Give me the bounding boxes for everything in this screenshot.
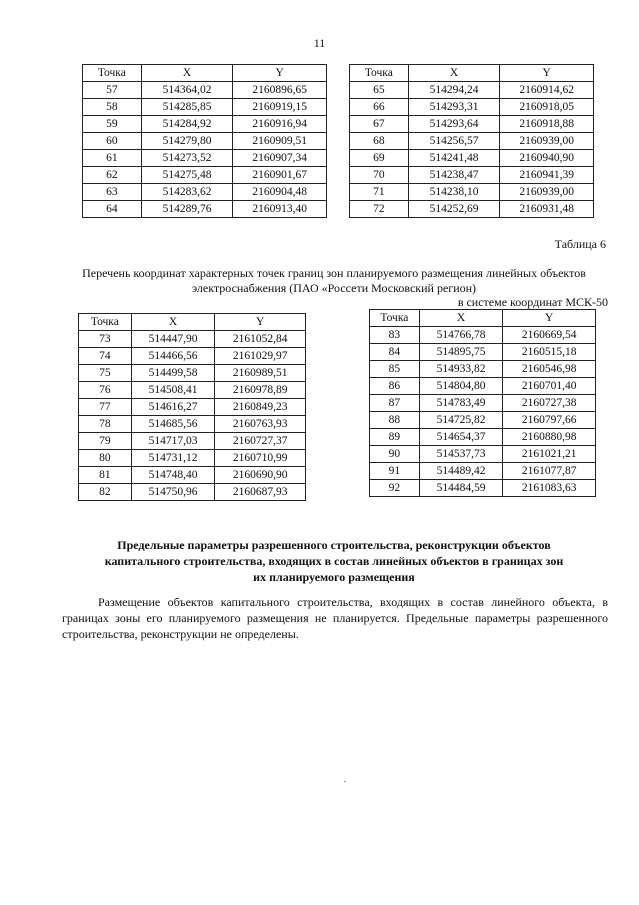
table-row — [370, 480, 596, 497]
table-row — [370, 429, 596, 446]
header-x: X — [131, 314, 215, 331]
table-row — [370, 344, 596, 361]
table-row — [83, 167, 327, 184]
table-row — [79, 331, 306, 348]
body-paragraph: Размещение объектов капитального строительства, входящих в состав линейного объекта, в границах зоны его планируемого размещения не планируется. Предельные параметры разрешенного строительства, реконструкции не определены. — [62, 595, 608, 641]
point-cell: 77 — [79, 399, 132, 416]
x-cell: 514766,78 — [419, 327, 503, 344]
point-cell: 67 — [350, 116, 409, 133]
y-cell: 2160901,67 — [233, 167, 327, 184]
header-y: Y — [503, 310, 596, 327]
y-cell: 2160913,40 — [233, 201, 327, 218]
x-cell: 514283,62 — [141, 184, 233, 201]
table-row — [83, 184, 327, 201]
header-x: X — [408, 65, 500, 82]
y-cell: 2161077,87 — [503, 463, 596, 480]
y-cell: 2160849,23 — [215, 399, 306, 416]
point-cell: 84 — [370, 344, 420, 361]
scan-speck — [344, 781, 346, 782]
table-row — [83, 201, 327, 218]
table-row — [350, 167, 594, 184]
point-cell: 88 — [370, 412, 420, 429]
y-cell: 2161021,21 — [503, 446, 596, 463]
x-cell: 514273,52 — [141, 150, 233, 167]
table-row — [79, 399, 306, 416]
point-cell: 80 — [79, 450, 132, 467]
point-cell: 68 — [350, 133, 409, 150]
y-cell: 2160919,15 — [233, 99, 327, 116]
y-cell: 2160909,51 — [233, 133, 327, 150]
table-row — [350, 150, 594, 167]
y-cell: 2160896,65 — [233, 82, 327, 99]
x-cell: 514289,76 — [141, 201, 233, 218]
table-row — [370, 463, 596, 480]
table-row — [79, 416, 306, 433]
point-cell: 85 — [370, 361, 420, 378]
y-cell: 2161083,63 — [503, 480, 596, 497]
table-row — [370, 446, 596, 463]
header-y: Y — [233, 65, 327, 82]
y-cell: 2161029,97 — [215, 348, 306, 365]
table-header-row — [79, 314, 306, 331]
x-cell: 514364,02 — [141, 82, 233, 99]
section-heading-line-1: Предельные параметры разрешенного строительства, реконструкции объектов — [117, 538, 551, 552]
y-cell: 2160515,18 — [503, 344, 596, 361]
point-cell: 72 — [350, 201, 409, 218]
x-cell: 514508,41 — [131, 382, 215, 399]
y-cell: 2160939,00 — [500, 184, 594, 201]
x-cell: 514279,80 — [141, 133, 233, 150]
x-cell: 514489,42 — [419, 463, 503, 480]
x-cell: 514275,48 — [141, 167, 233, 184]
table-number-label: Таблица 6 — [554, 237, 606, 251]
coordinates-table-83-92 — [369, 309, 596, 497]
x-cell: 514238,10 — [408, 184, 500, 201]
table-row — [83, 82, 327, 99]
y-cell: 2160546,98 — [503, 361, 596, 378]
y-cell: 2160989,51 — [215, 365, 306, 382]
x-cell: 514895,75 — [419, 344, 503, 361]
table-header-row — [83, 65, 327, 82]
point-cell: 90 — [370, 446, 420, 463]
point-cell: 82 — [79, 484, 132, 501]
x-cell: 514725,82 — [419, 412, 503, 429]
point-cell: 92 — [370, 480, 420, 497]
point-cell: 64 — [83, 201, 142, 218]
x-cell: 514256,57 — [408, 133, 500, 150]
y-cell: 2161052,84 — [215, 331, 306, 348]
point-cell: 61 — [83, 150, 142, 167]
table-row — [79, 467, 306, 484]
y-cell: 2160687,93 — [215, 484, 306, 501]
table-row — [350, 116, 594, 133]
x-cell: 514294,24 — [408, 82, 500, 99]
x-cell: 514252,69 — [408, 201, 500, 218]
y-cell: 2160916,94 — [233, 116, 327, 133]
table-row — [350, 184, 594, 201]
table-row — [79, 365, 306, 382]
x-cell: 514783,49 — [419, 395, 503, 412]
point-cell: 58 — [83, 99, 142, 116]
x-cell: 514933,82 — [419, 361, 503, 378]
x-cell: 514750,96 — [131, 484, 215, 501]
x-cell: 514284,92 — [141, 116, 233, 133]
coordinates-table-73-82 — [78, 313, 306, 501]
y-cell: 2160763,93 — [215, 416, 306, 433]
x-cell: 514241,48 — [408, 150, 500, 167]
section-heading-line-3: их планируемого размещения — [253, 570, 415, 584]
x-cell: 514804,80 — [419, 378, 503, 395]
point-cell: 65 — [350, 82, 409, 99]
coordinate-system-label: в системе координат МСК-50 — [457, 295, 608, 309]
y-cell: 2160939,00 — [500, 133, 594, 150]
point-cell: 75 — [79, 365, 132, 382]
point-cell: 81 — [79, 467, 132, 484]
header-y: Y — [500, 65, 594, 82]
y-cell: 2160907,34 — [233, 150, 327, 167]
table-row — [79, 484, 306, 501]
y-cell: 2160918,05 — [500, 99, 594, 116]
y-cell: 2160941,39 — [500, 167, 594, 184]
header-point: Точка — [79, 314, 132, 331]
point-cell: 86 — [370, 378, 420, 395]
table-header-row — [370, 310, 596, 327]
y-cell: 2160914,62 — [500, 82, 594, 99]
x-cell: 514748,40 — [131, 467, 215, 484]
table-row — [350, 82, 594, 99]
point-cell: 60 — [83, 133, 142, 150]
table-row — [83, 133, 327, 150]
point-cell: 71 — [350, 184, 409, 201]
point-cell: 70 — [350, 167, 409, 184]
header-point: Точка — [370, 310, 420, 327]
y-cell: 2160940,90 — [500, 150, 594, 167]
table-row — [370, 395, 596, 412]
table-row — [350, 99, 594, 116]
y-cell: 2160978,89 — [215, 382, 306, 399]
point-cell: 78 — [79, 416, 132, 433]
y-cell: 2160690,90 — [215, 467, 306, 484]
table-caption-line-2: электроснабжения (ПАО «Россети Московский регион) — [191, 281, 477, 295]
point-cell: 76 — [79, 382, 132, 399]
point-cell: 91 — [370, 463, 420, 480]
table-row — [370, 361, 596, 378]
table-row — [350, 133, 594, 150]
point-cell: 89 — [370, 429, 420, 446]
table-caption-line-1: Перечень координат характерных точек границ зон планируемого размещения линейных объектов — [82, 266, 586, 280]
x-cell: 514466,56 — [131, 348, 215, 365]
point-cell: 59 — [83, 116, 142, 133]
header-y: Y — [215, 314, 306, 331]
y-cell: 2160904,48 — [233, 184, 327, 201]
header-x: X — [419, 310, 503, 327]
table-header-row — [350, 65, 594, 82]
table-row — [79, 450, 306, 467]
point-cell: 74 — [79, 348, 132, 365]
y-cell: 2160797,66 — [503, 412, 596, 429]
table-row — [79, 348, 306, 365]
table-row — [350, 201, 594, 218]
point-cell: 69 — [350, 150, 409, 167]
x-cell: 514238,47 — [408, 167, 500, 184]
page-number: 11 — [313, 36, 326, 50]
table-row — [79, 382, 306, 399]
point-cell: 83 — [370, 327, 420, 344]
table-row — [83, 116, 327, 133]
x-cell: 514499,58 — [131, 365, 215, 382]
y-cell: 2160918,88 — [500, 116, 594, 133]
point-cell: 87 — [370, 395, 420, 412]
y-cell: 2160727,38 — [503, 395, 596, 412]
x-cell: 514293,64 — [408, 116, 500, 133]
point-cell: 66 — [350, 99, 409, 116]
header-point: Точка — [350, 65, 409, 82]
y-cell: 2160701,40 — [503, 378, 596, 395]
table-row — [370, 327, 596, 344]
section-heading-line-2: капитального строительства, входящих в состав линейных объектов в границах зон — [104, 554, 564, 568]
point-cell: 62 — [83, 167, 142, 184]
coordinates-table-57-64 — [82, 64, 327, 218]
table-row — [79, 433, 306, 450]
x-cell: 514717,03 — [131, 433, 215, 450]
coordinates-table-65-72 — [349, 64, 594, 218]
header-point: Точка — [83, 65, 142, 82]
x-cell: 514685,56 — [131, 416, 215, 433]
y-cell: 2160880,98 — [503, 429, 596, 446]
x-cell: 514447,90 — [131, 331, 215, 348]
x-cell: 514484,59 — [419, 480, 503, 497]
y-cell: 2160710,99 — [215, 450, 306, 467]
y-cell: 2160931,48 — [500, 201, 594, 218]
y-cell: 2160669,54 — [503, 327, 596, 344]
table-row — [83, 150, 327, 167]
table-row — [370, 412, 596, 429]
point-cell: 63 — [83, 184, 142, 201]
x-cell: 514654,37 — [419, 429, 503, 446]
point-cell: 73 — [79, 331, 132, 348]
header-x: X — [141, 65, 233, 82]
point-cell: 57 — [83, 82, 142, 99]
x-cell: 514537,73 — [419, 446, 503, 463]
x-cell: 514293,31 — [408, 99, 500, 116]
y-cell: 2160727,37 — [215, 433, 306, 450]
table-row — [83, 99, 327, 116]
x-cell: 514731,12 — [131, 450, 215, 467]
x-cell: 514616,27 — [131, 399, 215, 416]
x-cell: 514285,85 — [141, 99, 233, 116]
point-cell: 79 — [79, 433, 132, 450]
table-row — [370, 378, 596, 395]
